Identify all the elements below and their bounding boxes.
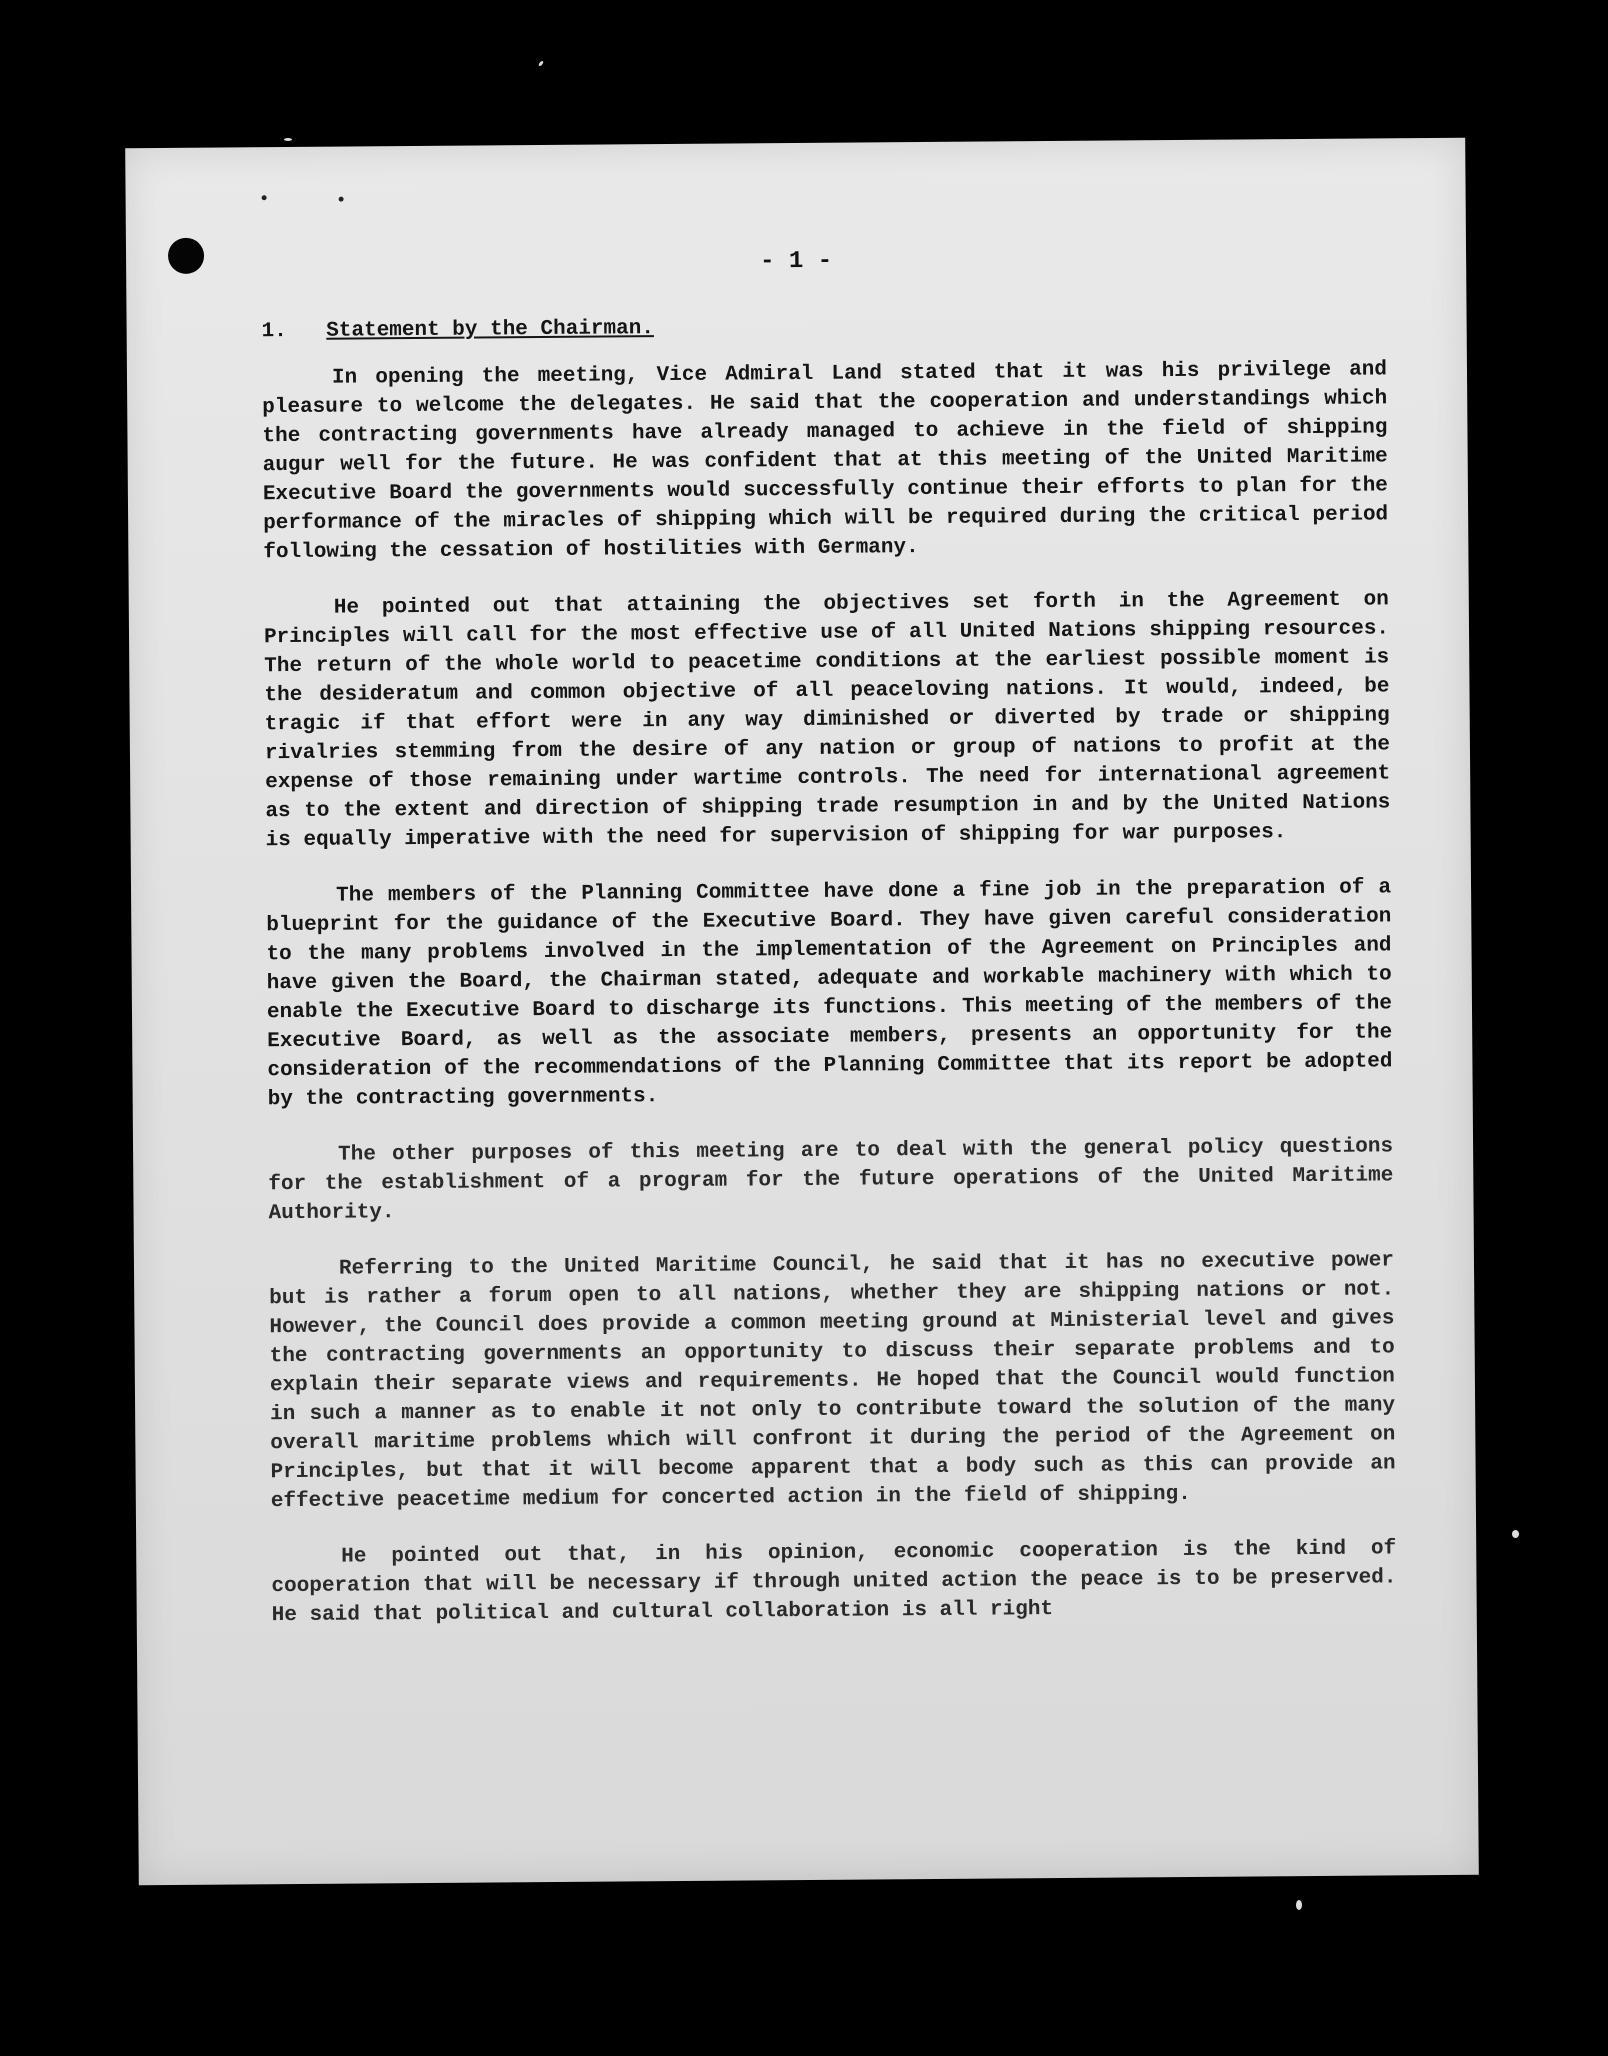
paragraph-economic-cooperation: He pointed out that, in his opinion, economic cooperation is the kind of cooperation that will be necessary if through united action the peace is to be preserved. He said that political and cultural collaboration is all right (271, 1537, 1397, 1628)
document-body (262, 308, 1397, 1657)
document-sheet (125, 138, 1479, 1885)
paper-speck (339, 197, 344, 202)
paragraph-planning-committee: The members of the Planning Committee have done a fine job in the preparation of a blueprint for the guidance of the Executive Board. They have given careful consideration to the many problems involved in the implementation of the Agreement on Principles and have given the Board, the Chairman stated, adequate and workable machinery with which to enable the Executive Board to discharge its functions. This meeting of the members of the Executive Board, as well as the associate members, presents an opportunity for the consideration of the recommendations of the Planning Committee that its report be adopted by the contracting governments. (266, 876, 1393, 1112)
page-number: - 1 - (759, 247, 833, 276)
section-heading (262, 308, 1387, 346)
section-number: 1. (261, 320, 287, 344)
paragraph-other-purposes: The other purposes of this meeting are to deal with the general policy questions for the establishment of a program for the future operations of the United Maritime Authority. (268, 1135, 1394, 1226)
scan-artifact (538, 60, 544, 67)
section-title: Statement by the Chairman. (326, 317, 654, 343)
scan-artifact (1296, 1900, 1302, 1910)
scan-artifact (284, 138, 292, 141)
paragraph-maritime-council: Referring to the United Maritime Council, he said that it has no executive power but is rather a forum open to all nations, whether they are shipping nations or not. However, the Council does provide a common meeting ground at Ministerial level and gives the contracting governments an opportunity to discuss their separate problems and to explain their separate views and requirements. He hoped that the Council would function in such a manner as to enable it not only to contribute toward the solution of the many overall maritime problems which will confront it during the period of the Agreement on Principles, but that it will become apparent that a body such as this can provide an effective peacetime medium for concerted action in the field of shipping. (269, 1249, 1396, 1514)
scan-artifact (1512, 1530, 1519, 1538)
paragraph-objectives: He pointed out that attaining the objectives set forth in the Agreement on Principles will call for the most effective use of all United Nations shipping resources. The return of the whole world to peacetime conditions at the earliest possible moment is the desideratum and common objective of all peaceloving nations. It would, indeed, be tragic if that effort were in any way diminished or diverted by trade or shipping rivalries stemming from the desire of any nation or group of nations to profit at the expense of those remaining under wartime controls. The need for international agreement as to the extent and direction of shipping trade resumption in and by the United Nations is equally imperative with the need for supervision of shipping for war purposes. (263, 588, 1391, 853)
paragraph-opening: In opening the meeting, Vice Admiral Land stated that it was his privilege and pleasure to welcome the delegates. He said that the cooperation and understandings which the contracting governments have already managed to achieve in the field of shipping augur well for the future. He was confident that at this meeting of the United Maritime Executive Board the governments would successfully continue their efforts to plan for the performance of the miracles of shipping which will be required during the critical period following the cessation of hostilities with Germany. (262, 358, 1389, 565)
paper-speck (262, 195, 267, 200)
